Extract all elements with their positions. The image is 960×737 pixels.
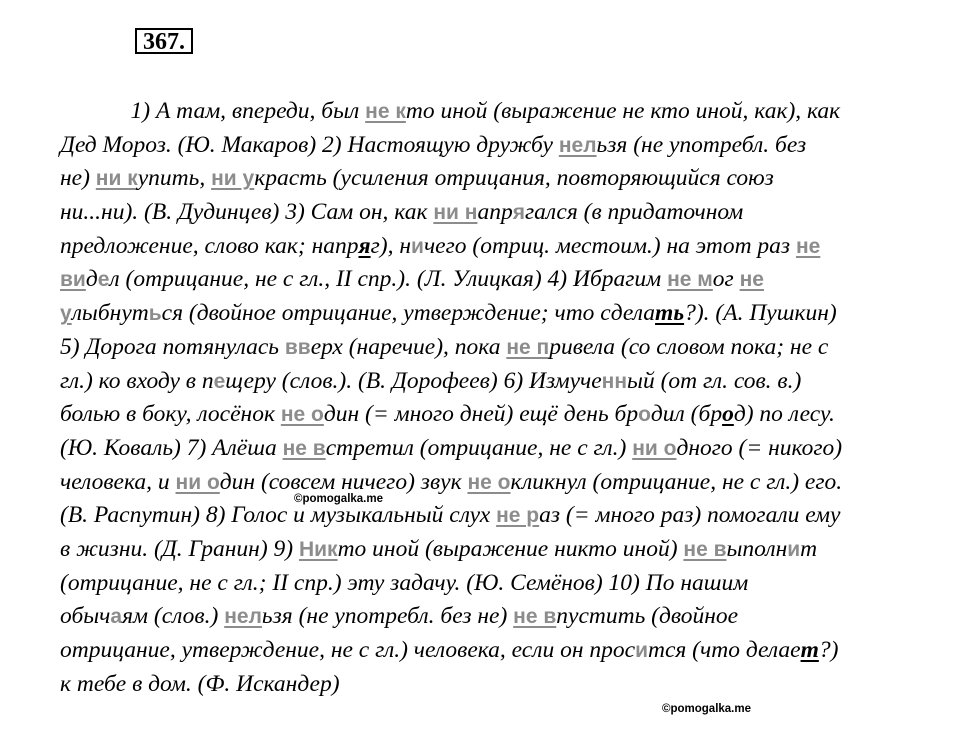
highlighted-letters: о [722,401,734,428]
text-segment: обыч [60,603,111,630]
watermark: ©pomogalka.me [294,493,383,505]
highlighted-letters: не о [280,403,324,427]
text-segment: не) [60,165,96,192]
text-segment: ни...ни). (В. Дудинцев) 3) Сам он, как [60,199,434,226]
text-segment: ьзя (не употребл. без [596,131,807,158]
text-segment: упить, [137,165,212,192]
text-line [60,432,920,466]
highlighted-letters: у [60,302,72,326]
text-segment: (В. Распутин) 8) Голос и музыкальный слух [60,502,497,529]
highlighted-letters: ви [60,268,86,292]
text-line [60,365,920,399]
text-segment: лыбнут [71,300,149,327]
text-segment: Дед Мороз. (Ю. Макаров) 2) Настоящую дружбу [60,131,559,158]
text-segment: ерх (наречие), пока [310,333,507,360]
text-segment: то иной (выражение не кто иной, как), как [405,98,841,124]
text-line [60,263,920,297]
text-segment: кликнул (отрицание, не с гл.) его. [510,468,843,495]
highlighted-letters: ть [655,300,685,327]
highlighted-letters: не к [365,100,406,123]
highlighted-letters: ни к [95,167,138,191]
highlighted-letters: ь [148,302,162,326]
text-segment: ый (от гл. сов. в.) [627,367,802,394]
highlighted-letters: о [638,403,651,427]
highlighted-letters: а [110,605,123,629]
text-segment: ог [712,266,740,293]
highlighted-letters: ни о [632,436,677,460]
text-segment: гался (в придаточном [524,199,744,226]
highlighted-letters: Ник [298,537,338,561]
exercise-number: 367. [135,28,193,54]
text-segment: ривела (со словом пока; не с [549,333,829,360]
text-line [60,230,920,264]
text-segment: дин (совсем ничего) звук [219,468,468,495]
text-line [60,129,920,163]
highlighted-letters: ни о [175,470,220,494]
highlighted-letters: не о [467,470,511,494]
text-segment: дного (= никого) [676,434,843,461]
text-segment: ся (двойное отрицание, утверждение; что сдела [161,300,656,327]
highlighted-letters: не п [506,335,550,359]
text-segment: предложение, слово как; напр [60,232,359,259]
text-segment: стретил (отрицание, не с гл.) [325,434,633,461]
text-segment: аз (= много раз) помогали ему [539,502,841,529]
highlighted-letters: ни н [433,201,478,225]
text-segment: 5) Дорога потянулась [60,333,285,360]
text-segment: отрицание, утверждение, не с гл.) человека, если он прос [60,637,636,663]
text-segment: ьзя (не употребл. без не) [261,603,514,630]
highlighted-letters: нел [558,133,597,157]
text-segment: ям (слов.) [122,603,225,630]
text-segment: человека, и [60,468,176,495]
highlighted-letters: нн [601,369,628,393]
text-line [60,499,920,533]
text-line [60,634,920,668]
highlighted-letters: е [213,369,226,393]
text-segment: дил (бр [650,401,723,428]
text-segment: красть (усиления отрицания, повторяющийся союз [254,165,774,192]
text-line [60,398,920,432]
text-segment: болью в боку, лосёнок [60,401,281,428]
highlighted-letters: нел [224,605,262,629]
highlighted-letters: ни у [211,167,255,191]
highlighted-letters: не р [496,504,540,528]
watermark: ©pomogalka.me [662,703,751,715]
text-line [60,567,920,601]
text-segment: тся (что делае [647,637,801,663]
text-line [60,533,920,567]
text-line [60,297,920,331]
highlighted-letters: т [800,637,819,663]
highlighted-letters: не в [513,605,557,629]
text-segment: дин (= много дней) ещё день бр [323,401,639,428]
text-segment: 1) А там, впереди, был [60,98,366,124]
highlighted-letters: не в [683,537,727,561]
text-segment: пустить (двойное [556,603,739,630]
highlighted-letters: е [97,268,110,292]
text-line [60,668,920,702]
text-segment: ?). (А. Пушкин) [684,300,837,327]
highlighted-letters: не [795,234,821,258]
text-segment: чего (отриц. местоим.) на этот раз [423,232,796,259]
text-segment: (Ю. Коваль) 7) Алёша [60,434,283,461]
text-segment: ?) [818,637,839,663]
text-segment: апр [477,199,513,226]
text-segment: д) по лесу. [733,401,835,428]
text-line [60,466,920,500]
highlighted-letters: не [739,268,764,292]
highlighted-letters: и [787,537,801,561]
text-line [60,331,920,365]
text-line [60,95,920,129]
exercise-text [60,95,920,701]
highlighted-letters: я [512,201,525,225]
highlighted-letters: я [358,232,371,259]
text-segment: гл.) ко входу в п [60,367,214,394]
text-line [60,196,920,230]
text-line [60,600,920,634]
highlighted-letters: не м [667,268,713,292]
text-segment: ыполн [726,535,788,562]
highlighted-letters: и [635,639,648,662]
highlighted-letters: вв [284,335,311,359]
text-segment: л (отрицание, не с гл., II спр.). (Л. Улицкая) 4) Ибрагим [109,266,668,293]
text-segment: т [800,535,818,562]
text-segment: то иной (выражение никто иной) [337,535,684,562]
text-segment: в жизни. (Д. Гранин) 9) [60,535,299,562]
text-segment: к тебе в дом. (Ф. Искандер) [60,670,340,697]
text-segment: д [85,266,98,293]
text-segment: (отрицание, не с гл.; II спр.) эту задачу. (Ю. Семёнов) 10) По нашим [60,569,749,596]
highlighted-letters: и [411,234,424,258]
highlighted-letters: не в [282,436,326,460]
text-line [60,162,920,196]
text-segment: г), н [370,232,412,259]
text-segment: щеру (слов.). (В. Дорофеев) 6) Измуче [225,367,602,394]
